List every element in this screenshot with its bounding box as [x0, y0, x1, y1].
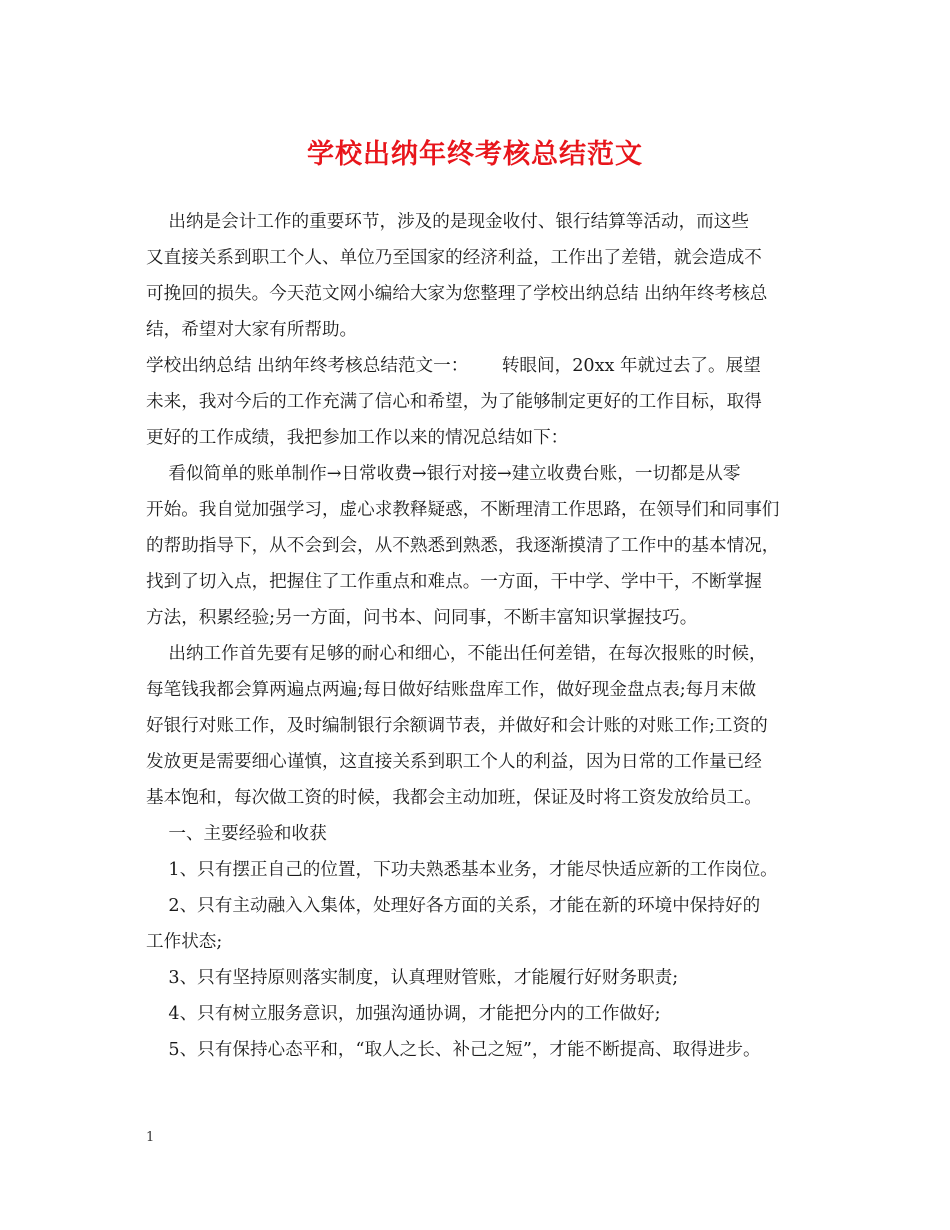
- list-item: 4、只有树立服务意识，加强沟通协调，才能把分内的工作做好;: [146, 1004, 661, 1024]
- body-line: 学校出纳总结 出纳年终考核总结范文一： 转眼间，20xx 年就过去了。展望: [146, 356, 761, 376]
- body-line: 出纳是会计工作的重要环节，涉及的是现金收付、银行结算等活动，而这些: [146, 212, 749, 232]
- body-line: 基本饱和，每次做工资的时候，我都会主动加班，保证及时将工资发放给员工。: [146, 788, 762, 808]
- body-line: 方法，积累经验;另一方面，问书本、问同事，不断丰富知识掌握技巧。: [146, 608, 698, 628]
- body-line: 可挽回的损失。今天范文网小编给大家为您整理了学校出纳总结 出纳年终考核总: [146, 284, 768, 304]
- body-line: 每笔钱我都会算两遍点两遍;每日做好结账盘库工作，做好现金盘点表;每月末做: [146, 680, 757, 700]
- body-line: 看似简单的账单制作→日常收费→银行对接→建立收费台账，一切都是从零: [146, 464, 741, 484]
- body-line: 未来，我对今后的工作充满了信心和希望，为了能够制定更好的工作目标，取得: [146, 392, 762, 412]
- body-line: 好银行对账工作，及时编制银行余额调节表，并做好和会计账的对账工作;工资的: [146, 716, 768, 736]
- list-item: 3、只有坚持原则落实制度，认真理财管账，才能履行好财务职责;: [146, 968, 679, 988]
- list-item: 2、只有主动融入入集体，处理好各方面的关系，才能在新的环境中保持好的: [146, 896, 761, 916]
- body-line: 开始。我自觉加强学习，虚心求教释疑惑，不断理清工作思路，在领导们和同事们: [146, 500, 780, 520]
- list-item: 工作状态;: [146, 932, 223, 952]
- body-line: 更好的工作成绩，我把参加工作以来的情况总结如下：: [146, 428, 569, 448]
- body-line: 出纳工作首先要有足够的耐心和细心，不能出任何差错，在每次报账的时候，: [146, 644, 767, 664]
- page-number: 1: [146, 1130, 155, 1145]
- section-heading: 一、主要经验和收获: [146, 824, 327, 844]
- body-line: 发放更是需要细心谨慎，这直接关系到职工个人的利益，因为日常的工作量已经: [146, 752, 762, 772]
- list-item: 5、只有保持心态平和，“取人之长、补己之短”，才能不断提高、取得进步。: [146, 1040, 761, 1060]
- list-item: 1、只有摆正自己的位置，下功夫熟悉基本业务，才能尽快适应新的工作岗位。: [146, 860, 778, 880]
- body-line: 找到了切入点，把握住了工作重点和难点。一方面，干中学、学中干，不断掌握: [146, 572, 762, 592]
- body-line: 结，希望对大家有所帮助。: [146, 320, 358, 340]
- document-title: 学校出纳年终考核总结范文: [307, 139, 643, 170]
- body-line: 又直接关系到职工个人、单位乃至国家的经济利益，工作出了差错，就会造成不: [146, 248, 762, 268]
- body-line: 的帮助指导下，从不会到会，从不熟悉到熟悉，我逐渐摸清了工作中的基本情况，: [146, 536, 780, 556]
